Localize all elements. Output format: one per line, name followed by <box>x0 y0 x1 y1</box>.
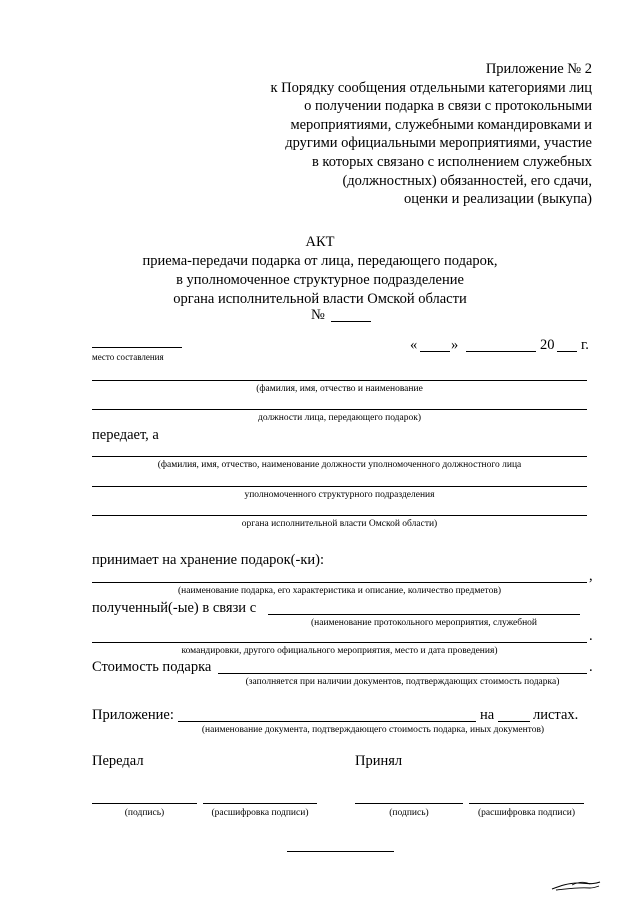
annex-doc-field[interactable] <box>178 721 476 722</box>
act-subtitle-line: в уполномоченное структурное подразделение <box>176 272 464 288</box>
official-name-caption: (фамилия, имя, отчество, наименование должности уполномоченного должностного лица <box>157 460 522 470</box>
annex-label: Приложение: <box>92 707 174 723</box>
accepts-label: принимает на хранение подарок(-ки): <box>92 552 324 568</box>
annex-on-label: на <box>480 707 495 723</box>
annex-line: к Порядку сообщения отдельными категориями лиц <box>270 79 592 96</box>
giver-name-field[interactable] <box>92 380 587 381</box>
giver-name-caption: (фамилия, имя, отчество и наименование <box>256 384 423 394</box>
value-field[interactable] <box>218 673 587 674</box>
date-year-suffix: г. <box>581 337 589 353</box>
gift-name-comma: , <box>589 568 593 584</box>
annex-line: в которых связано с исполнением служебных <box>311 153 592 170</box>
trip-caption: командировки, другого официального мероприятия, место и дата проведения) <box>181 646 498 656</box>
event-name-field[interactable] <box>268 614 580 615</box>
official-unit-field[interactable] <box>92 486 587 487</box>
gave-signature-caption: (подпись) <box>124 808 165 818</box>
trip-period: . <box>589 628 593 644</box>
annex-sheets-label: листах. <box>533 707 579 723</box>
annex-sheets-field[interactable] <box>498 721 530 722</box>
date-open-quote: « <box>410 337 418 353</box>
annex-line: другими официальными мероприятиями, участие <box>285 135 592 152</box>
gave-decode-caption: (расшифровка подписи) <box>211 808 309 818</box>
official-body-caption: органа исполнительной власти Омской области) <box>241 519 438 529</box>
date-day-field[interactable] <box>420 351 450 352</box>
official-unit-caption: уполномоченного структурного подразделения <box>244 490 435 500</box>
gave-decode-field[interactable] <box>203 803 317 804</box>
place-field[interactable] <box>92 347 182 348</box>
act-number-label: № <box>311 307 325 323</box>
act-number-field[interactable] <box>331 321 371 322</box>
received-signature-field[interactable] <box>355 803 463 804</box>
date-year-prefix: 20 <box>540 337 555 353</box>
act-title: АКТ <box>305 234 335 250</box>
received-signature-caption: (подпись) <box>389 808 429 818</box>
received-decode-field[interactable] <box>469 803 584 804</box>
annex-line: оценки и реализации (выкупа) <box>403 191 592 208</box>
official-body-field[interactable] <box>92 515 587 516</box>
place-caption: место составления <box>92 352 164 362</box>
date-month-field[interactable] <box>466 351 536 352</box>
received-sign-label: Принял <box>355 753 403 769</box>
received-decode-caption: (расшифровка подписи) <box>478 808 575 818</box>
value-label: Стоимость подарка <box>92 659 212 675</box>
gave-label: Передал <box>92 753 144 769</box>
annex-header <box>232 60 592 209</box>
date-close-quote: » <box>451 337 459 353</box>
date-year-field[interactable] <box>557 351 577 352</box>
received-label: полученный(-ые) в связи с <box>92 600 257 616</box>
annex-line: о получении подарка в связи с протокольными <box>304 98 592 115</box>
gift-name-caption: (наименование подарка, его характеристика и описание, количество предметов) <box>178 586 501 596</box>
event-name-caption: (наименование протокольного мероприятия, служебной <box>311 618 537 628</box>
value-caption: (заполняется при наличии документов, подтверждающих стоимость подарка) <box>245 677 560 687</box>
value-period: . <box>589 659 593 675</box>
act-subtitle-line: приема-передачи подарка от лица, передающего подарок, <box>142 253 498 269</box>
annex-line: мероприятиями, служебными командировками и <box>290 116 592 133</box>
gift-name-field[interactable] <box>92 582 587 583</box>
act-subtitle-line: органа исполнительной власти Омской области <box>173 291 467 307</box>
initials-scribble <box>550 877 602 898</box>
giver-position-field[interactable] <box>92 409 587 410</box>
transfers-label: передает, а <box>92 427 159 443</box>
annex-line: (должностных) обязанностей, его сдачи, <box>342 172 592 189</box>
annex-doc-caption: (наименование документа, подтверждающего стоимость подарка, иных документов) <box>201 725 545 735</box>
official-name-field[interactable] <box>92 456 587 457</box>
footer-separator <box>287 851 394 852</box>
giver-position-caption: должности лица, передающего подарок) <box>257 413 422 423</box>
annex-line: Приложение № 2 <box>485 61 592 77</box>
gave-signature-field[interactable] <box>92 803 197 804</box>
trip-field[interactable] <box>92 642 587 643</box>
